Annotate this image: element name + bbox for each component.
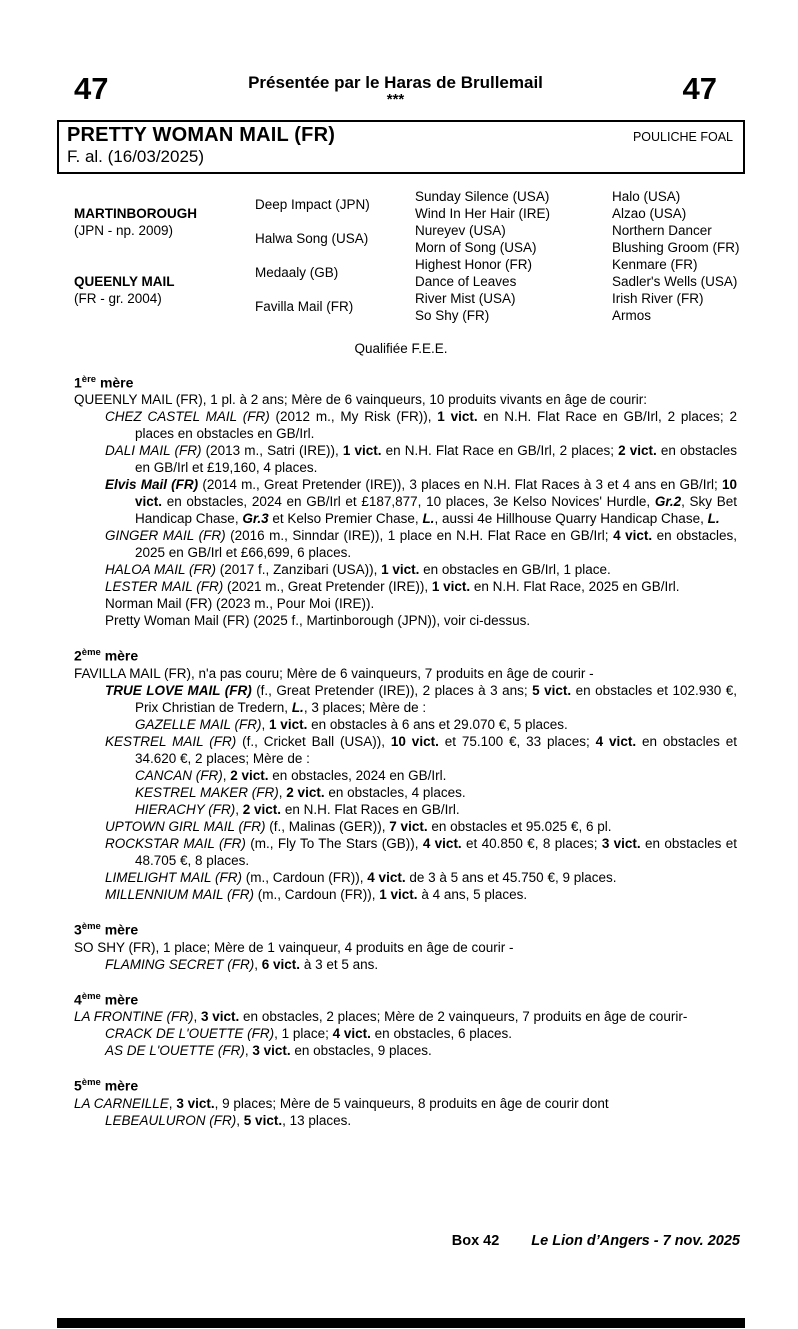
- ancestor-name: Favilla Mail (FR): [255, 299, 354, 315]
- pedigree-entry: QUEENLY MAIL (FR), 1 pl. à 2 ans; Mère de 6 vainqueurs, 10 produits vivants en âge de courir:: [74, 392, 648, 408]
- pedigree-gen4-entry: Irish River (FR): [612, 290, 704, 306]
- pedigree-gen4-entry: Alzao (USA): [612, 205, 687, 221]
- ancestor-name: QUEENLY MAIL: [74, 273, 175, 289]
- pedigree-gen1-entry: [74, 188, 255, 256]
- pedigree-entry: UPTOWN GIRL MAIL (FR) (f., Malinas (GER)), 7 vict. en obstacles et 95.025 €, 6 pl.: [105, 818, 612, 834]
- pedigree-entry: ROCKSTAR MAIL (FR) (m., Fly To The Stars (GB)), 4 vict. et 40.850 €, 8 places; 3 vict. en obstacles et 48.705 €, 8 places.: [105, 835, 737, 868]
- horse-title-row: [67, 124, 733, 147]
- qualification-note: Qualifiée F.E.E.: [354, 340, 448, 356]
- pedigree-gen3-entry: River Mist (USA): [415, 290, 516, 306]
- pedigree-entry: LA CARNEILLE, 3 vict., 9 places; Mère de 5 vainqueurs, 8 produits en âge de courir dont: [74, 1095, 609, 1111]
- horse-name: PRETTY WOMAN MAIL (FR): [67, 124, 336, 147]
- pedigree-entry: LA FRONTINE (FR), 3 vict. en obstacles, 2 places; Mère de 2 vainqueurs, 7 produits en âge de courir-: [74, 1009, 688, 1025]
- ancestor-name: Halwa Song (USA): [255, 231, 369, 247]
- pedigree-gen3-entry: Sunday Silence (USA): [415, 188, 550, 204]
- pedigree-entry: GAZELLE MAIL (FR), 1 vict. en obstacles à 6 ans et 29.070 €, 5 places.: [135, 716, 568, 732]
- pedigree-gen3-entry: Morn of Song (USA): [415, 239, 537, 255]
- pedigree-entry: HALOA MAIL (FR) (2017 f., Zanzibari (USA)), 1 vict. en obstacles en GB/Irl, 1 place.: [105, 562, 611, 578]
- pedigree-entry: Pretty Woman Mail (FR) (2025 f., Martinborough (JPN)), voir ci-dessus.: [105, 613, 531, 629]
- pedigree-entry: Norman Mail (FR) (2023 m., Pour Moi (IRE)).: [105, 596, 375, 612]
- pedigree-entry: LESTER MAIL (FR) (2021 m., Great Pretender (IRE)), 1 vict. en N.H. Flat Race, 2025 en GB/Irl.: [105, 579, 680, 595]
- mere-section-heading: 4ème mère: [74, 990, 139, 1008]
- sale-location-date: Le Lion d’Angers - 7 nov. 2025: [531, 1233, 740, 1249]
- pedigree-entry: FAVILLA MAIL (FR), n'a pas couru; Mère de 6 vainqueurs, 7 produits en âge de courir -: [74, 665, 594, 681]
- ancestor-detail: (JPN - np. 2009): [74, 222, 174, 238]
- pedigree-gen4-entry: Sadler's Wells (USA): [612, 273, 738, 289]
- lot-number-right: 47: [682, 71, 717, 106]
- pedigree-entry: CANCAN (FR), 2 vict. en obstacles, 2024 en GB/Irl.: [135, 767, 447, 783]
- pedigree-gen3-entry: So Shy (FR): [415, 307, 490, 323]
- pedigree-gen3-entry: Dance of Leaves: [415, 273, 517, 289]
- pedigree-gen3-entry: Nureyev (USA): [415, 222, 506, 238]
- box-number: Box 42: [451, 1233, 500, 1249]
- pedigree-gen2-entry: [255, 256, 415, 290]
- pedigree-entry: DALI MAIL (FR) (2013 m., Satri (IRE)), 1 vict. en N.H. Flat Race en GB/Irl, 2 places; 2 vict. en obstacles en GB/Irl et £19,160, 4 places.: [105, 443, 738, 476]
- lot-number-left: 47: [74, 71, 109, 106]
- pedigree-gen3-entry: Highest Honor (FR): [415, 256, 533, 272]
- pedigree-entry: SO SHY (FR), 1 place; Mère de 1 vainqueur, 4 produits en âge de courir -: [74, 939, 514, 955]
- pedigree-entry: HIERACHY (FR), 2 vict. en N.H. Flat Races en GB/Irl.: [135, 801, 460, 817]
- ancestor-name: MARTINBOROUGH: [74, 205, 197, 221]
- pedigree-entry: FLAMING SECRET (FR), 6 vict. à 3 et 5 ans.: [105, 956, 379, 972]
- pedigree-entry: KESTREL MAKER (FR), 2 vict. en obstacles, 4 places.: [135, 784, 466, 800]
- pedigree-gen4-entry: Blushing Groom (FR): [612, 239, 740, 255]
- mere-section-heading: 5ème mère: [74, 1077, 139, 1094]
- pedigree-entry: MILLENNIUM MAIL (FR) (m., Cardoun (FR)), 1 vict. à 4 ans, 5 places.: [105, 886, 528, 902]
- pedigree-entry: KESTREL MAIL (FR) (f., Cricket Ball (USA)), 10 vict. et 75.100 €, 33 places; 4 vict. en obstacles et 34.620 €, 2 places; Mère de :: [105, 733, 738, 766]
- pedigree-gen1-entry: [74, 256, 255, 324]
- pedigree-details: [57, 371, 745, 1129]
- mere-section-heading: 1ère mère: [74, 373, 134, 391]
- pedigree-gen4-entry: Northern Dancer: [612, 222, 712, 238]
- pedigree-gen2-entry: [255, 222, 415, 256]
- pedigree-gen2-entry: [255, 290, 415, 324]
- birth-info: F. al. (16/03/2025): [67, 147, 205, 167]
- stars-separator: ***: [386, 90, 405, 108]
- mere-section-heading: 2ème mère: [74, 647, 139, 664]
- mere-section-heading: 3ème mère: [74, 920, 139, 938]
- pedigree-entry: LIMELIGHT MAIL (FR) (m., Cardoun (FR)), 4 vict. de 3 à 5 ans et 45.750 €, 9 places.: [105, 869, 617, 885]
- pedigree-gen4-entry: Halo (USA): [612, 188, 681, 204]
- page-footer: [452, 1233, 740, 1249]
- pedigree-gen4-entry: Armos: [612, 307, 652, 323]
- pedigree-entry: CRACK DE L'OUETTE (FR), 1 place; 4 vict. en obstacles, 6 places.: [105, 1026, 513, 1042]
- pedigree-entry: Elvis Mail (FR) (2014 m., Great Pretender (IRE)), 3 places en N.H. Flat Races à 3 et 4 ans en GB/Irl; 10 vict. en obstacles, 2024 en GB/Irl et £187,877, 10 places, 3e Kelso Novices' Hurdle, Gr.2, Sky Bet Handicap Chase, Gr.3 et Kelso Premier Chase, L., aussi 4e Hillhouse Quarry Handicap Chase, L.: [105, 477, 738, 527]
- bottom-rule-bar: [57, 1318, 745, 1328]
- ancestor-detail: (FR - gr. 2004): [74, 290, 162, 306]
- pedigree-table: [57, 188, 745, 324]
- horse-title-box: [57, 120, 745, 174]
- pedigree-entry: LEBEAULURON (FR), 5 vict., 13 places.: [105, 1112, 352, 1128]
- presenter-block: [194, 73, 597, 106]
- pedigree-entry: GINGER MAIL (FR) (2016 m., Sinndar (IRE)), 1 place en N.H. Flat Race en GB/Irl; 4 vict. en obstacles, 2025 en GB/Irl et £66,699, 6 places.: [105, 528, 737, 561]
- pedigree-gen4-entry: Kenmare (FR): [612, 256, 698, 272]
- pedigree-entry: TRUE LOVE MAIL (FR) (f., Great Pretender (IRE)), 2 places à 3 ans; 5 vict. en obstacles et 102.930 €, Prix Christian de Tredern, L., 3 places; Mère de :: [105, 682, 737, 715]
- pedigree-entry: AS DE L'OUETTE (FR), 3 vict. en obstacles, 9 places.: [105, 1043, 432, 1059]
- pedigree-entry: CHEZ CASTEL MAIL (FR) (2012 m., My Risk (FR)), 1 vict. en N.H. Flat Race en GB/Irl, 2 places; 2 places en obstacles en GB/Irl.: [105, 409, 737, 442]
- sex-type-label: POULICHE FOAL: [632, 130, 733, 145]
- pedigree-gen2-entry: [255, 188, 415, 222]
- presenter-title: Présentée par le Haras de Brullemail: [248, 73, 543, 92]
- ancestor-name: Deep Impact (JPN): [255, 197, 370, 213]
- page-header: [57, 73, 745, 106]
- ancestor-name: Medaaly (GB): [255, 265, 339, 281]
- pedigree-gen3-entry: Wind In Her Hair (IRE): [415, 205, 551, 221]
